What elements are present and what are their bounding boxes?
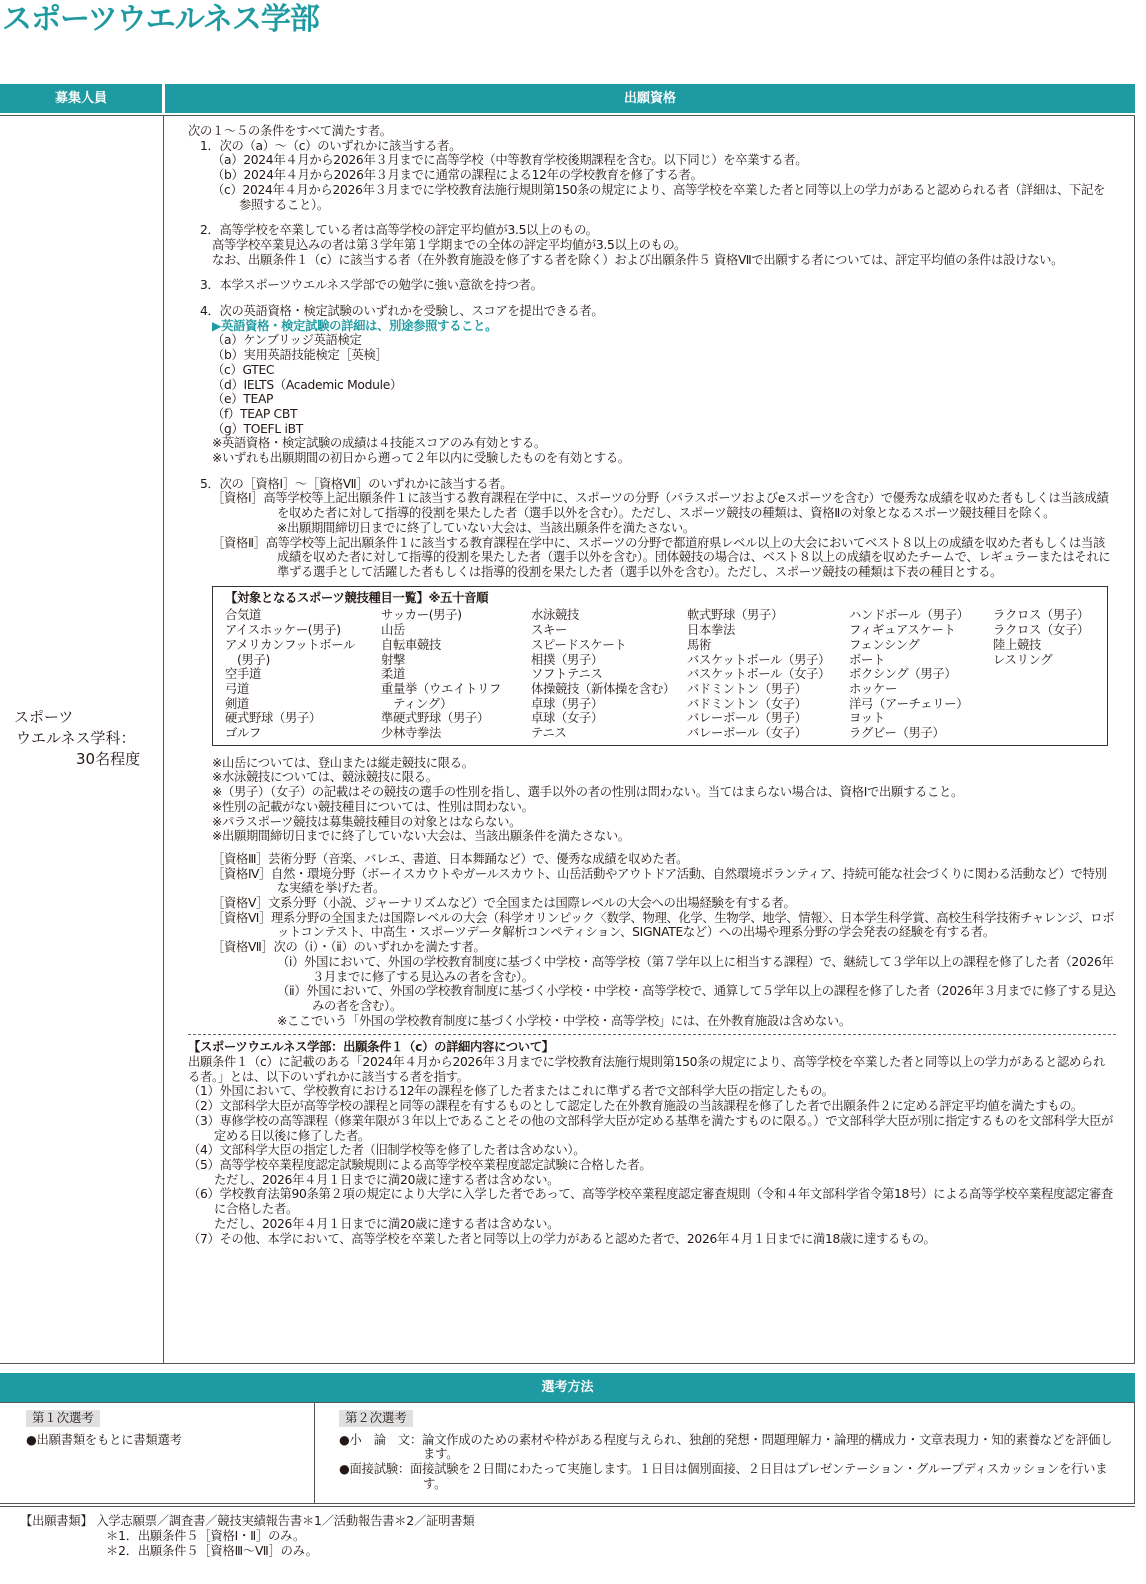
detail-item: （3）専修学校の高等課程（修業年限が３年以上であることその他の文部科学大臣が定める基準を満たすものに限る。）で文部科学大臣が別に指定するものを文部科学大臣が定める日以後に修了した者。 [188, 1113, 1114, 1143]
intro: 次の１～５の条件をすべて満たす者。 [188, 124, 392, 138]
condition-2-line2: なお、出願条件１（c）に該当する者（在外教育施設を修了する者を除く）および出願条件５ 資格Ⅶで出願する者については、評定平均値の条件は設けない。 [212, 252, 1064, 267]
qualification-2: ［資格Ⅱ］高等学校等上記出願条件１に該当する教育課程在学中に、スポーツの分野で都道府県レベル以上の大会においてベスト８以上の成績を収めた者もしくは当該成績を収めた者に対して指導的役割を果たした者（選手以外を含む）。団体競技の場合は、ベスト８以上の成績を収めたチームで、レギュラーまたはそれに準ずる選手として活躍した者もしくは指導的役割を果たした者（選手以外を含む）。ただし、スポーツ競技の種類は下表の種目とする。 [212, 535, 1111, 579]
sport-item: 山岳 [381, 623, 405, 638]
sports-column [225, 608, 381, 740]
sport-item: バレーボール（男子） [687, 711, 807, 726]
english-detail-link[interactable]: ▶英語資格・検定試験の詳細は、別途参照すること。 [212, 318, 498, 333]
sport-item: 相撲（男子） [531, 652, 603, 667]
qualification-7-note: ※ここでいう「外国の学校教育制度に基づく小学校・中学校・高等学校」には、在外教育施設は含めない。 [277, 1013, 851, 1028]
english-test: （f）TEAP CBT [212, 406, 298, 421]
detail-intro: 出願条件１（c）に記載のある「2024年４月から2026年３月までに学校教育法施行規則第150条の規定により、高等学校を卒業した者と同等以上の学力があると認められる者。」とは、以下のいずれかに該当する者を指す。 [188, 1055, 1106, 1084]
sport-item: 陸上競技 [993, 637, 1041, 652]
header-recruit: 募集人員 [0, 84, 162, 113]
recruit-line1: スポーツ [14, 708, 74, 726]
qualification-6: ［資格Ⅵ］理系分野の全国または国際レベルの大会（科学オリンピック〈数学、物理、化学、生物学、地学、情報〉、日本学生科学賞、高校生科学技術チャレンジ、ロボットコンテスト、中高生・スポーツデータ解析コンペティション、SIGNATEなど）への出場や理系分野の学会発表の経験を有する者。 [212, 910, 1115, 940]
sport-item: ラクロス（男子） [993, 608, 1089, 623]
english-test: （c）GTEC [212, 362, 275, 377]
sports-note: ※性別の記載がない競技種目については、性別は問わない。 [212, 799, 534, 814]
qualification-1-note: ※出願期間締切日までに終了していない大会は、当該出願条件を満たさない。 [277, 520, 695, 535]
documents-list: 入学志願票／調査書／競技実績報告書＊1／活動報告書＊2／証明書類 [96, 1514, 475, 1528]
documents [20, 1514, 474, 1559]
sport-item: バドミントン（男子） [687, 681, 807, 696]
sport-item: (男子) [225, 652, 270, 667]
documents-label: 【出願書類】 [20, 1514, 93, 1528]
sport-item: ティング） [381, 696, 453, 711]
recruit-line2: ウエルネス学科： [16, 729, 136, 747]
sports-list-title: 【対象となるスポーツ競技種目一覧】※五十音順 [225, 590, 489, 605]
header-qualifications: 出願資格 [165, 84, 1135, 113]
sports-note: ※山岳については、登山または縦走競技に限る。 [212, 755, 474, 770]
sports-note: ※（男子）（女子）の記載はその競技の選手の性別を指し、選手以外の者の性別は問わない。当てはまらない場合は、資格Ⅰで出願すること。 [212, 785, 963, 800]
documents-note: ＊1．出願条件５［資格Ⅰ・Ⅱ］のみ。 [106, 1529, 306, 1543]
condition-3-head: 3．本学スポーツウエルネス学部での勉学に強い意欲を持つ者。 [200, 278, 543, 293]
sports-note: ※水泳競技については、競泳競技に限る。 [212, 770, 438, 785]
sport-item: 軟式野球（男子） [687, 608, 783, 623]
sport-item: バドミントン（女子） [687, 696, 807, 711]
sport-item: ソフトテニス [531, 667, 603, 682]
qualifications-content [188, 124, 1116, 1246]
sport-item: バスケットボール（女子） [687, 667, 831, 682]
detail-head: 【スポーツウエルネス学部：出願条件１（c）の詳細内容について】 [188, 1040, 554, 1055]
documents-top-rule [0, 1506, 1135, 1507]
condition-1-head: 1．次の（a）～（c）のいずれかに該当する者。 [200, 138, 462, 153]
sport-item: 射撃 [381, 652, 405, 667]
sport-item: ラクロス（女子） [993, 623, 1089, 638]
english-note: ※いずれも出願期間の初日から遡って２年以内に受験したものを有効とする。 [212, 451, 630, 466]
sport-item: 合気道 [225, 608, 261, 623]
detail-item-sub: ただし、2026年４月１日までに満20歳に達する者は含めない。 [214, 1172, 560, 1187]
condition-4-head: 4．次の英語資格・検定試験のいずれかを受験し、スコアを提出できる者。 [200, 304, 604, 319]
sport-item: 水泳競技 [531, 608, 579, 623]
qualification-7-ii: （ⅱ）外国において、外国の学校教育制度に基づく小学校・中学校・高等学校で、通算して５学年以上の課程を修了した者（2026年３月までに修了する見込みの者を含む）。 [277, 984, 1116, 1013]
qualification-7-i: （ⅰ）外国において、外国の学校教育制度に基づく中学校・高等学校（第７学年以上に相当する課程）で、継続して３学年以上の課程を修了した者（2026年３月までに修了する見込みの者を含む）。 [277, 954, 1114, 984]
condition-1c: （c）2024年４月から2026年３月までに学校教育法施行規則第150条の規定により、高等学校を卒業した者と同等以上の学力があると認められる者（詳細は、下記を参照すること）。 [212, 182, 1106, 212]
sport-item: ハンドボール（男子） [849, 608, 969, 623]
sport-item: バスケットボール（男子） [687, 652, 831, 667]
sport-item: フィギュアスケート [849, 623, 956, 638]
interview-item: ●面接試験：面接試験を２日間にわたって実施します。１日目は個別面接、２日目はプレゼンテーション・グループディスカッションを行います。 [339, 1462, 1108, 1491]
condition-1a: （a）2024年４月から2026年３月までに高等学校（中等教育学校後期課程を含む。以下同じ）を卒業する者。 [212, 153, 808, 168]
sport-item: ボクシング（男子） [849, 667, 957, 682]
qualification-4: ［資格Ⅳ］自然・環境分野（ボーイスカウトやガールスカウト、山岳活動やアウトドア活動、自然環境ボランティア、持続可能な社会づくりに関わる活動など）で特別な実績を挙げた者。 [212, 866, 1107, 896]
second-selection [339, 1410, 1119, 1492]
qualification-5: ［資格Ⅴ］文系分野（小説、ジャーナリズムなど）で全国または国際レベルの大会への出場経験を有する者。 [212, 896, 796, 911]
qualification-7: ［資格Ⅶ］次の（ⅰ）・（ⅱ）のいずれかを満たす者。 [212, 940, 486, 955]
sport-item: 馬術 [687, 637, 711, 652]
english-test: （b）実用英語技能検定［英検］ [212, 348, 388, 363]
sport-item: 体操競技（新体操を含む） [531, 681, 675, 696]
sports-note: ※パラスポーツ競技は募集競技種目の対象とはならない。 [212, 814, 522, 829]
sport-item: 硬式野球（男子） [225, 711, 321, 726]
qualification-1: ［資格Ⅰ］高等学校等上記出願条件１に該当する教育課程在学中に、スポーツの分野（パラスポーツおよびeスポーツを含む）で優秀な成績を収めた者もしくは当該成績を収めた者に対して指導的役割を果たした者（選手以外を含む）。ただし、スポーツ競技の種類は、資格Ⅱの対象となるスポーツ競技種目を除く。 [212, 491, 1109, 521]
sport-item: レスリング [993, 652, 1053, 667]
sport-item: 自転車競技 [381, 637, 441, 652]
sport-item: 弓道 [225, 681, 249, 696]
english-test: （a）ケンブリッジ英語検定 [212, 333, 362, 348]
detail-item: （4）文部科学大臣の指定した者（旧制学校等を修了した者は含めない）。 [188, 1143, 586, 1158]
first-selection-label: 第１次選考 [26, 1410, 100, 1427]
recruit-capacity: 30名程度 [76, 750, 141, 768]
sports-note: ※出願期間締切日までに終了していない大会は、当該出願条件を満たさない。 [212, 829, 630, 844]
sport-item: バレーボール（女子） [687, 726, 807, 741]
documents-note: ＊2．出願条件５［資格Ⅲ～Ⅶ］のみ。 [106, 1544, 318, 1558]
sports-list-box [212, 586, 1108, 746]
sport-item: 柔道 [381, 667, 405, 682]
sport-item: サッカー(男子) [381, 608, 462, 623]
first-selection [26, 1410, 182, 1447]
sport-item: ラグビー（男子） [849, 726, 945, 741]
condition-2-line1: 高等学校卒業見込みの者は第３学年第１学期までの全体の評定平均値が3.5以上のもの。 [212, 237, 687, 252]
sports-column [531, 608, 687, 740]
sport-item: アメリカンフットボール [225, 637, 355, 652]
essay-item: ●小 論 文：論文作成のための素材や枠がある程度与えられ、独創的発想・問題理解力・論理的構成力・文章表現力・知的素養などを評価します。 [339, 1432, 1113, 1462]
sport-item: フェンシング [849, 637, 920, 652]
condition-1b: （b）2024年４月から2026年３月までに通常の課程による12年の学校教育を修了する者。 [212, 168, 703, 183]
sport-item: スピードスケート [531, 637, 627, 652]
sport-item: 準硬式野球（男子） [381, 711, 489, 726]
sport-item: スキー [531, 623, 567, 638]
sports-column [687, 608, 849, 740]
sport-item: 卓球（女子） [531, 711, 603, 726]
sport-item: 重量挙（ウエイトリフ [381, 681, 501, 696]
sports-column [381, 608, 531, 740]
condition-2-head: 2．高等学校を卒業している者は高等学校の評定平均値が3.5以上のもの。 [200, 223, 598, 238]
english-test: （e）TEAP [212, 392, 274, 407]
sport-item: ホッケー [849, 681, 897, 696]
sports-column [993, 608, 1089, 740]
selection-divider [314, 1402, 315, 1504]
detail-item: （7）その他、本学において、高等学校を卒業した者と同等以上の学力があると認めた者で、2026年４月１日までに満18歳に達するもの。 [188, 1231, 936, 1246]
qualification-3: ［資格Ⅲ］芸術分野（音楽、バレエ、書道、日本舞踊など）で、優秀な成績を収めた者。 [212, 851, 689, 866]
first-selection-item: ●出願書類をもとに書類選考 [26, 1432, 182, 1447]
sport-item: 洋弓（アーチェリー） [849, 696, 969, 711]
sport-item: ヨット [849, 711, 885, 726]
sport-item: 卓球（男子） [531, 696, 603, 711]
recruitment-info [14, 707, 140, 770]
sports-column [849, 608, 993, 740]
detail-item: （5）高等学校卒業程度認定試験規則による高等学校卒業程度認定試験に合格した者。 [188, 1158, 652, 1172]
dashed-divider [188, 1034, 1116, 1035]
sport-item: 日本拳法 [687, 623, 735, 638]
second-selection-label: 第２次選考 [339, 1410, 413, 1427]
condition-5-head: 5．次の［資格Ⅰ］～［資格Ⅶ］のいずれかに該当する者。 [200, 476, 513, 491]
sport-item: 剣道 [225, 696, 249, 711]
detail-item: （1）外国において、学校教育における12年の課程を修了した者またはこれに準ずる者で文部科学大臣の指定したもの。 [188, 1084, 834, 1099]
detail-item: （2）文部科学大臣が高等学校の課程と同等の課程を有するものとして認定した在外教育施設の当該課程を修了した者で出願条件２に定める評定平均値を満たすもの。 [188, 1099, 1083, 1114]
detail-item-sub: ただし、2026年４月１日までに満20歳に達する者は含めない。 [214, 1216, 560, 1231]
detail-item: （6）学校教育法第90条第２項の規定により大学に入学した者であって、高等学校卒業程度認定審査規則（令和４年文部科学省令第18号）による高等学校卒業程度認定審査に合格した者。 [188, 1187, 1114, 1217]
sport-item: アイスホッケー(男子) [225, 623, 341, 638]
sport-item: ボート [849, 652, 885, 667]
english-test: （g）TOEFL iBT [212, 421, 303, 436]
header-selection: 選考方法 [0, 1373, 1135, 1402]
page-title: スポーツウエルネス学部 [2, 2, 319, 37]
sport-item: ゴルフ [225, 726, 261, 741]
sport-item: 空手道 [225, 667, 261, 682]
sport-item: テニス [531, 726, 567, 741]
sport-item: 少林寺拳法 [381, 726, 441, 741]
english-note: ※英語資格・検定試験の成績は４技能スコアのみ有効とする。 [212, 436, 546, 451]
english-test: （d）IELTS（Academic Module） [212, 377, 403, 392]
